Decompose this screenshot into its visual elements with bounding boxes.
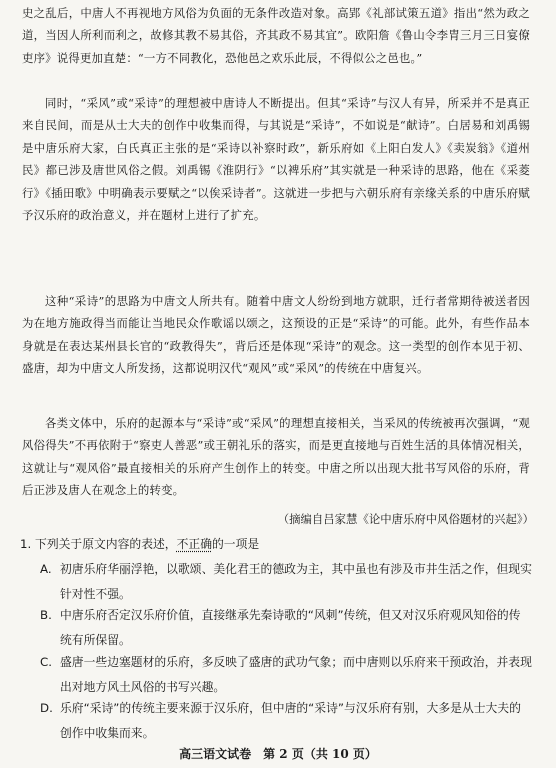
option-text: 盛唐一些边塞题材的乐府，多反映了盛唐的武功气象；而中唐则以乐府来干预政治，并表现出对地方风土风俗的书写兴趣。 (60, 655, 532, 694)
page-footer: 高三语文试卷 第 2 页（共 10 页） (179, 747, 377, 761)
option-b[interactable] (40, 603, 532, 653)
passage-paragraph-3: 这种“采诗”的思路为中唐文人所共有。随着中唐文人纷纷到地方就职，迁行者常期待被送者因为在地方施政得当而能让当地民众作歌谣以颂之，这预设的正是“采诗”的可能。此外，有些作品本身就是在表达某州县长官的“政教得失”，背后还是体现“采诗”的观念。这一类型的创作本见于初、盛唐，却为中唐文人所发扬，这都说明汉代“观风”或“采风”的传统在中唐复兴。 (22, 294, 530, 376)
option-letter: B. (40, 608, 52, 622)
option-letter: D. (40, 701, 53, 715)
question-stem-emphasis: 不正确 (176, 537, 212, 551)
option-d[interactable] (40, 696, 532, 746)
question-number: 1. (20, 537, 32, 551)
option-text: 中唐乐府否定汉乐府价值，直接继承先秦诗歌的“风刺”传统，但又对汉乐府观风知俗的传统有所保留。 (60, 608, 521, 647)
option-text: 初唐乐府华丽浮艳，以歌颂、美化君王的德政为主，其中虽也有涉及市井生活之作，但现实针对性不强。 (60, 562, 532, 601)
passage-paragraph-1: 史之乱后，中唐人不再视地方风俗为负面的无条件改造对象。高郢《礼部试策五道》指出“然为政之道，当因人所利而利之，故修其教不易其俗，齐其政不易其宜”。欧阳詹《鲁山令李胄三月三日宴僚吏序》说得更加直楚：“一方不同教化，恐他邑之欢乐此辰，不得似公之邑也。” (22, 6, 530, 65)
option-a[interactable] (40, 557, 532, 607)
question-stem-before: 下列关于原文内容的表述， (35, 537, 177, 551)
passage-paragraph-4: 各类文体中，乐府的起源本与“采诗”或“采风”的理想直接相关，当采风的传统被再次强调，“观风俗得失”不再依附于“察吏人善恶”或王朝礼乐的落实，而是更直接地与百姓生活的具体情况相关，这就让与“观风俗”最直接相关的乐府产生创作上的转变。中唐之所以出现大批书写风俗的乐府，背后正涉及唐人在观念上的转变。 (22, 416, 530, 498)
question-stem (20, 533, 530, 555)
option-c[interactable] (40, 650, 532, 700)
option-letter: C. (40, 655, 52, 669)
question-stem-after: 的一项是 (212, 537, 260, 551)
passage-paragraph-2: 同时，“采风”或“采诗”的理想被中唐诗人不断提出。但其“采诗”与汉人有异，所采并不是真正来自民间，而是从士大夫的创作中收集而得，与其说是“采诗”，不如说是“献诗”。白居易和刘禹锡是中唐乐府大家，白氏真正主张的是“采诗以补察时政”，新乐府如《上阳白发人》《卖炭翁》《道州民》都已涉及唐世风俗之假。刘禹锡《淮阴行》“以裨乐府”其实就是一种采诗的思路，他在《采菱行》《插田歌》中明确表示要赋之“以俟采诗者”。这就进一步把与六朝乐府有亲缘关系的中唐乐府赋予汉乐府的政治意义，并在题材上进行了扩充。 (22, 96, 530, 223)
option-letter: A. (40, 562, 52, 576)
passage-source: （摘编自吕家慧《论中唐乐府中风俗题材的兴起》） (277, 512, 534, 526)
option-text: 乐府“采诗”的传统主要来源于汉乐府，但中唐的“采诗”与汉乐府有别，大多是从士大夫的创作中收集而来。 (60, 701, 521, 740)
